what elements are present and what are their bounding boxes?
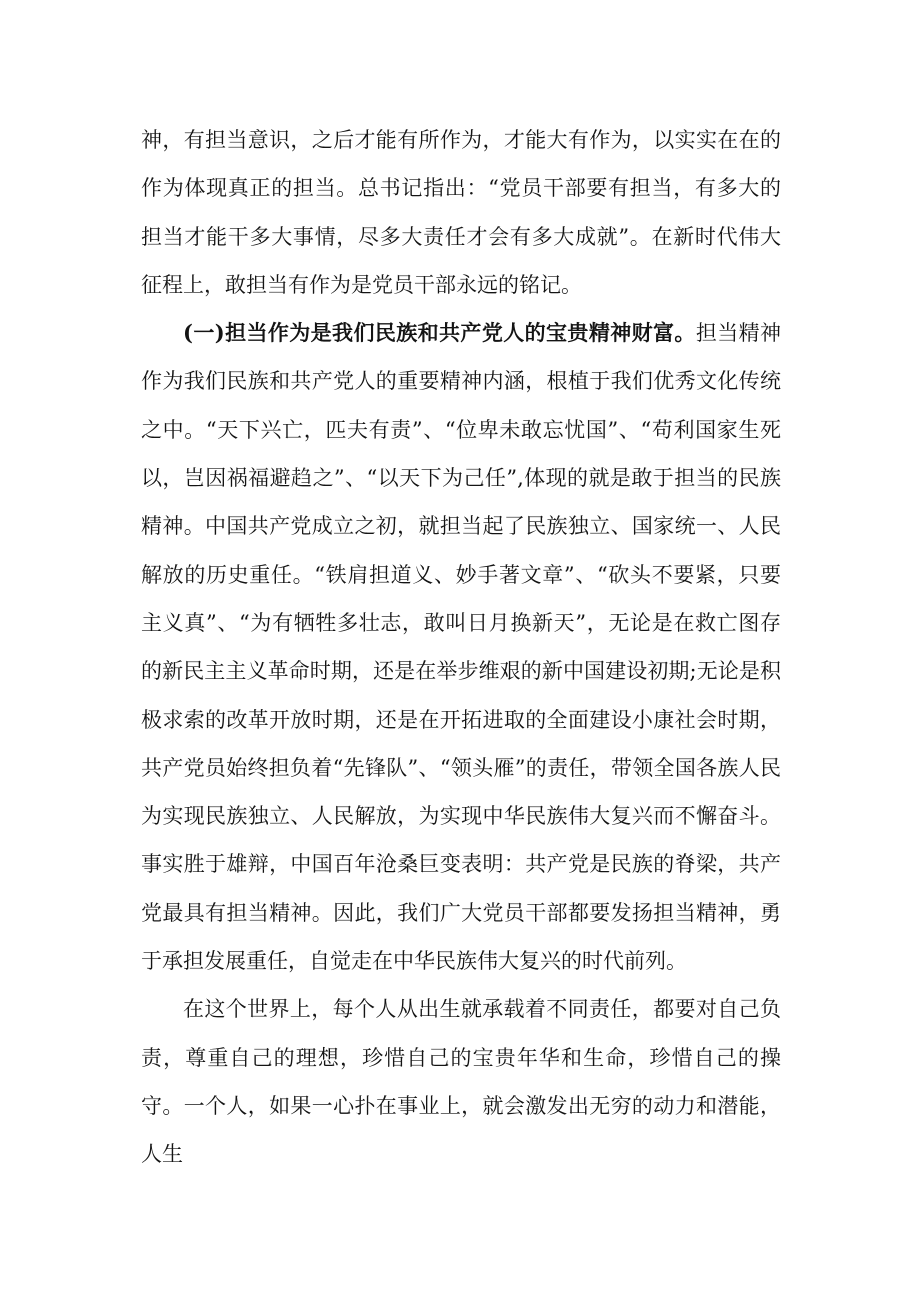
document-page	[141, 116, 781, 1179]
section-heading: (一)担当作为是我们民族和共产党人的宝贵精神财富。	[183, 320, 696, 346]
paragraph-responsibility: 在这个世界上，每个人从出生就承载着不同责任，都要对自己负责，尊重自己的理想，珍惜自己的宝贵年华和生命，珍惜自己的操守。一个人，如果一心扑在事业上，就会激发出无穷的动力和潜能，人生	[141, 997, 781, 1167]
paragraph-continuation: 神，有担当意识，之后才能有所作为，才能大有作为，以实实在在的作为体现真正的担当。总书记指出：“党员干部要有担当，有多大的担当才能干多大事情，尽多大责任才会有多大成就”。在新时代伟大征程上，敢担当有作为是党员干部永远的铭记。	[141, 128, 781, 297]
paragraph-section-one	[141, 309, 781, 985]
section-body: 担当精神作为我们民族和共产党人的重要精神内涵，根植于我们优秀文化传统之中。“天下兴亡，匹夫有责”、“位卑未敢忘忧国”、“苟利国家生死以，岂因祸福避趋之”、“以天下为己任”,体现的就是敢于担当的民族精神。中国共产党成立之初，就担当起了民族独立、国家统一、人民解放的历史重任。“铁肩担道义、妙手著文章”、“砍头不要紧，只要主义真”、“为有牺牲多壮志，敢叫日月换新天”，无论是在救亡图存的新民主主义革命时期，还是在举步维艰的新中国建设初期;无论是积极求索的改革开放时期，还是在开拓进取的全面建设小康社会时期，共产党员始终担负着“先锋队”、“领头雁”的责任，带领全国各族人民为实现民族独立、人民解放，为实现中华民族伟大复兴而不懈奋斗。事实胜于雄辩，中国百年沧桑巨变表明：共产党是民族的脊梁，共产党最具有担当精神。因此，我们广大党员干部都要发扬担当精神，勇于承担发展重任，自觉走在中华民族伟大复兴的时代前列。	[141, 321, 782, 974]
